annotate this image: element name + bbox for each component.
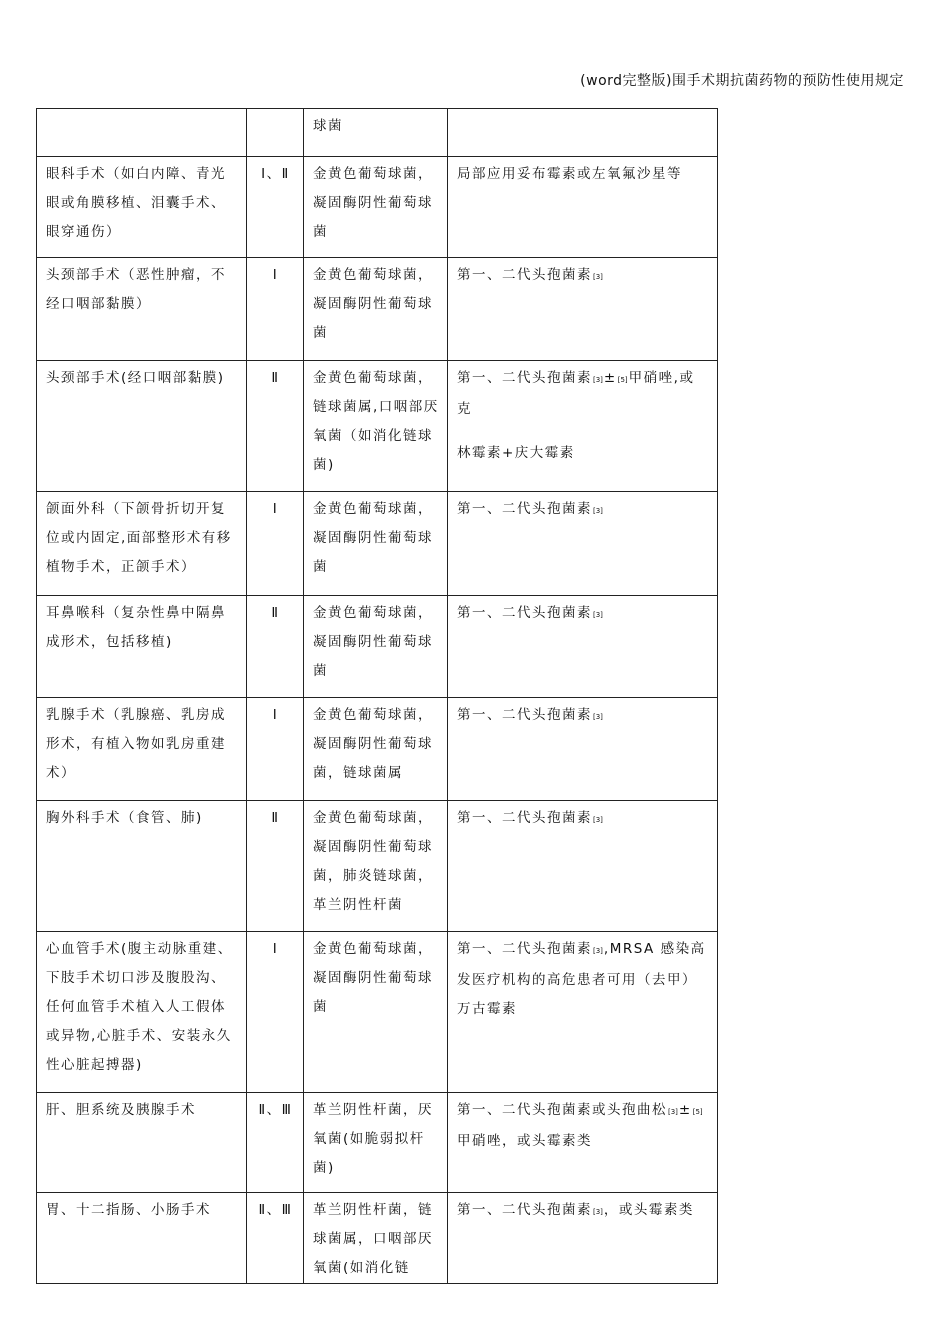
reference-mark: [3] xyxy=(668,1108,678,1116)
surgery-type-cell: 乳腺手术（乳腺癌、乳房成形术，有植入物如乳房重建术） xyxy=(37,698,247,801)
table-row xyxy=(37,932,718,1093)
incision-grade-cell: Ⅰ xyxy=(247,492,304,596)
surgery-type-cell: 颌面外科（下颌骨折切开复位或内固定,面部整形术有移植物手术，正颌手术） xyxy=(37,492,247,596)
table-row xyxy=(37,492,718,596)
drug-cell xyxy=(448,109,718,157)
table-row xyxy=(37,258,718,361)
reference-mark: [3] xyxy=(593,376,603,384)
reference-mark: [3] xyxy=(593,947,603,955)
table-row xyxy=(37,1193,718,1284)
table-row xyxy=(37,109,718,157)
pathogen-cell: 金黄色葡萄球菌，凝固酶阴性葡萄球菌 xyxy=(304,157,448,258)
incision-grade-cell: Ⅰ xyxy=(247,932,304,1093)
pathogen-cell: 金黄色葡萄球菌，凝固酶阴性葡萄球菌 xyxy=(304,492,448,596)
surgery-type-cell: 头颈部手术（恶性肿瘤，不经口咽部黏膜） xyxy=(37,258,247,361)
reference-mark: [3] xyxy=(593,713,603,721)
reference-mark: [3] xyxy=(593,1208,603,1216)
drug-cell: 第一、二代头孢菌素[3] xyxy=(448,596,718,698)
reference-mark: [5] xyxy=(692,1108,703,1116)
surgery-type-cell: 心血管手术(腹主动脉重建、下肢手术切口涉及腹股沟、任何血管手术植入人工假体或异物,心脏手术、安装永久性心脏起搏器) xyxy=(37,932,247,1093)
pathogen-cell: 球菌 xyxy=(304,109,448,157)
table-row xyxy=(37,801,718,932)
pathogen-cell: 金黄色葡萄球菌，凝固酶阴性葡萄球菌 xyxy=(304,596,448,698)
drug-cell: 第一、二代头孢菌素[3]±[5]甲硝唑,或克 林霉素+庆大霉素 xyxy=(448,361,718,492)
incision-grade-cell: Ⅱ、Ⅲ xyxy=(247,1193,304,1284)
surgery-type-cell: 胃、十二指肠、小肠手术 xyxy=(37,1193,247,1284)
table-row xyxy=(37,1093,718,1193)
page-header-title: (word完整版)围手术期抗菌药物的预防性使用规定 xyxy=(580,73,904,89)
surgery-type-cell: 胸外科手术（食管、肺) xyxy=(37,801,247,932)
drug-cell: 第一、二代头孢菌素或头孢曲松[3]±[5]甲硝唑，或头霉素类 xyxy=(448,1093,718,1193)
incision-grade-cell: Ⅱ、Ⅲ xyxy=(247,1093,304,1193)
reference-mark: [3] xyxy=(593,611,603,619)
pathogen-cell: 金黄色葡萄球菌，凝固酶阴性葡萄球菌，肺炎链球菌，革兰阴性杆菌 xyxy=(304,801,448,932)
pathogen-cell: 革兰阴性杆菌，链球菌属，口咽部厌氧菌(如消化链 xyxy=(304,1193,448,1284)
incision-grade-cell xyxy=(247,109,304,157)
drug-cell: 第一、二代头孢菌素[3] xyxy=(448,801,718,932)
pathogen-cell: 金黄色葡萄球菌，凝固酶阴性葡萄球菌 xyxy=(304,258,448,361)
incision-grade-cell: Ⅱ xyxy=(247,361,304,492)
incision-grade-cell: Ⅱ xyxy=(247,801,304,932)
drug-cell: 局部应用妥布霉素或左氧氟沙星等 xyxy=(448,157,718,258)
reference-mark: [3] xyxy=(593,273,603,281)
surgery-type-cell: 耳鼻喉科（复杂性鼻中隔鼻成形术，包括移植) xyxy=(37,596,247,698)
table-row xyxy=(37,698,718,801)
surgery-type-cell: 头颈部手术(经口咽部黏膜) xyxy=(37,361,247,492)
surgery-type-cell: 肝、胆系统及胰腺手术 xyxy=(37,1093,247,1193)
surgery-type-cell xyxy=(37,109,247,157)
drug-cell: 第一、二代头孢菌素[3] xyxy=(448,698,718,801)
table-row xyxy=(37,157,718,258)
pathogen-cell: 金黄色葡萄球菌，凝固酶阴性葡萄球菌，链球菌属 xyxy=(304,698,448,801)
pathogen-cell: 金黄色葡萄球菌，链球菌属,口咽部厌氧菌（如消化链球菌) xyxy=(304,361,448,492)
incision-grade-cell: Ⅱ xyxy=(247,596,304,698)
reference-mark: [5] xyxy=(617,376,628,384)
drug-cell: 第一、二代头孢菌素[3],MRSA 感染高发医疗机构的高危患者可用（去甲）万古霉素 xyxy=(448,932,718,1093)
table-row xyxy=(37,361,718,492)
drug-cell: 第一、二代头孢菌素[3]，或头霉素类 xyxy=(448,1193,718,1284)
drug-cell: 第一、二代头孢菌素[3] xyxy=(448,258,718,361)
drug-cell: 第一、二代头孢菌素[3] xyxy=(448,492,718,596)
incision-grade-cell: Ⅰ、Ⅱ xyxy=(247,157,304,258)
incision-grade-cell: Ⅰ xyxy=(247,698,304,801)
reference-mark: [3] xyxy=(593,816,603,824)
prophylaxis-table xyxy=(36,108,718,1284)
surgery-type-cell: 眼科手术（如白内障、青光眼或角膜移植、泪囊手术、眼穿通伤） xyxy=(37,157,247,258)
reference-mark: [3] xyxy=(593,507,603,515)
pathogen-cell: 金黄色葡萄球菌，凝固酶阴性葡萄球菌 xyxy=(304,932,448,1093)
pathogen-cell: 革兰阴性杆菌，厌氧菌(如脆弱拟杆菌) xyxy=(304,1093,448,1193)
incision-grade-cell: Ⅰ xyxy=(247,258,304,361)
table-row xyxy=(37,596,718,698)
